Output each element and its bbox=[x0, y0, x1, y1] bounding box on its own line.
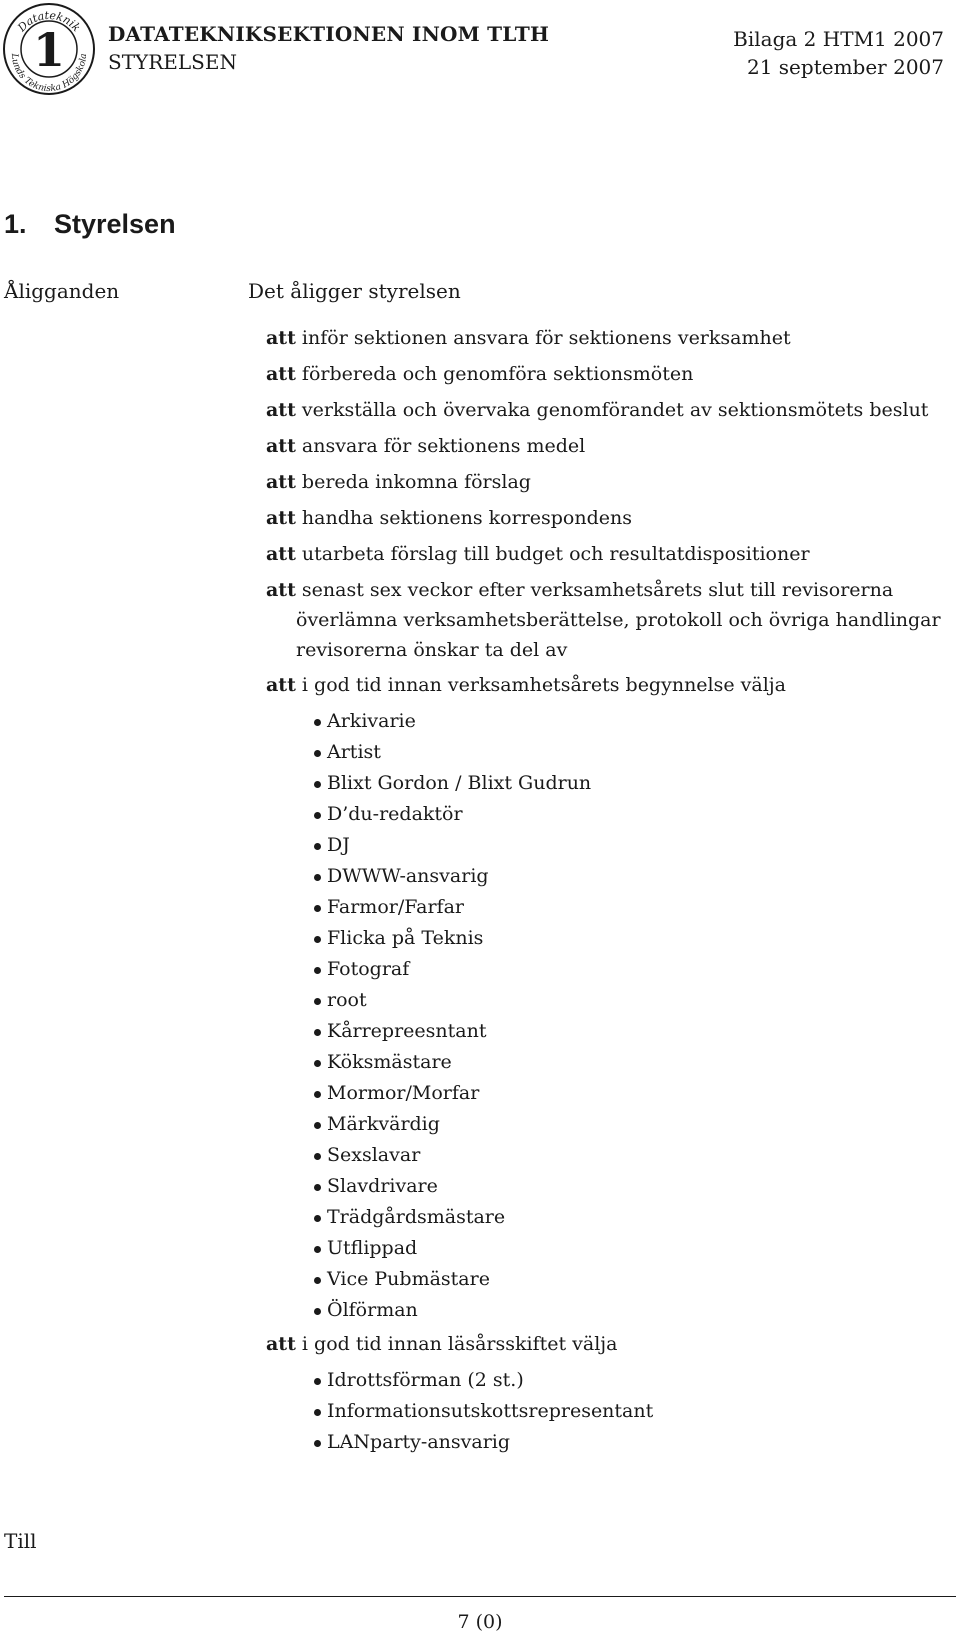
duty-item: att inför sektionen ansvara för sektionens verksamhet bbox=[266, 327, 791, 349]
role-item: Idrottsförman (2 st.) bbox=[266, 1365, 956, 1396]
before-year-role-list bbox=[266, 706, 956, 1326]
duties-label: Åligganden bbox=[4, 279, 120, 303]
role-item: Trädgårdsmästare bbox=[266, 1202, 956, 1233]
att-keyword: att bbox=[266, 327, 296, 349]
att-keyword: att bbox=[266, 363, 296, 385]
role-item: Informationsutskottsrepresentant bbox=[266, 1396, 956, 1427]
section-heading bbox=[4, 207, 176, 241]
organization-name: DATATEKNIKSEKTIONEN INOM TLTH bbox=[108, 22, 550, 46]
section-logo bbox=[2, 2, 96, 96]
board-name: STYRELSEN bbox=[108, 50, 237, 74]
role-item: root bbox=[266, 985, 956, 1016]
logo-top-text: Datateknik bbox=[15, 8, 83, 35]
logo-emblem: 1 bbox=[32, 23, 66, 77]
next-block-label: Till bbox=[4, 1529, 37, 1553]
duty-item: att förbereda och genomföra sektionsmöten bbox=[266, 363, 694, 385]
att-keyword: att bbox=[266, 507, 296, 529]
role-item: Blixt Gordon / Blixt Gudrun bbox=[266, 768, 956, 799]
att-keyword: att bbox=[266, 1333, 296, 1355]
duty-item: att handha sektionens korrespondens bbox=[266, 507, 633, 529]
role-item: Slavdrivare bbox=[266, 1171, 956, 1202]
footer-rule bbox=[4, 1596, 956, 1597]
role-item: DJ bbox=[266, 830, 956, 861]
duties-list bbox=[266, 323, 956, 1461]
att-keyword: att bbox=[266, 471, 296, 493]
page-number: 7 (0) bbox=[457, 1611, 503, 1633]
section-number: 1. bbox=[4, 209, 27, 239]
att-keyword: att bbox=[266, 543, 296, 565]
role-item: LANparty-ansvarig bbox=[266, 1427, 956, 1458]
role-item: Köksmästare bbox=[266, 1047, 956, 1078]
role-item: Kårrepreesntant bbox=[266, 1016, 956, 1047]
att-keyword: att bbox=[266, 674, 296, 696]
duty-item: att i god tid innan läsårsskiftet välja bbox=[266, 1333, 618, 1355]
duty-item: att senast sex veckor efter verksamhetsårets slut till revisorerna överlämna verksamhetsberättelse, protokoll och övriga handlingar revisorerna önskar ta del av bbox=[266, 579, 941, 661]
att-keyword: att bbox=[266, 435, 296, 457]
role-item: Sexslavar bbox=[266, 1140, 956, 1171]
att-keyword: att bbox=[266, 579, 296, 601]
role-item: Mormor/Morfar bbox=[266, 1078, 956, 1109]
duty-item: att verkställa och övervaka genomförandet av sektionsmötets beslut bbox=[266, 399, 929, 421]
role-item: Fotograf bbox=[266, 954, 956, 985]
section-title: Styrelsen bbox=[54, 209, 176, 239]
role-item: Artist bbox=[266, 737, 956, 768]
duties-intro: Det åligger styrelsen bbox=[248, 279, 461, 303]
document-date: 21 september 2007 bbox=[746, 55, 944, 79]
duty-item: att bereda inkomna förslag bbox=[266, 471, 531, 493]
att-keyword: att bbox=[266, 399, 296, 421]
role-item: Flicka på Teknis bbox=[266, 923, 956, 954]
role-item: DWWW-ansvarig bbox=[266, 861, 956, 892]
before-schoolyear-role-list bbox=[266, 1365, 956, 1458]
duty-item: att i god tid innan verksamhetsårets begynnelse välja bbox=[266, 674, 787, 696]
logo-bottom-text: Lunds Tekniska Högskola bbox=[8, 53, 90, 95]
duty-item: att utarbeta förslag till budget och resultatdispositioner bbox=[266, 543, 810, 565]
document-reference: Bilaga 2 HTM1 2007 bbox=[733, 27, 944, 51]
duty-item: att ansvara för sektionens medel bbox=[266, 435, 586, 457]
role-item: Vice Pubmästare bbox=[266, 1264, 956, 1295]
role-item: Farmor/Farfar bbox=[266, 892, 956, 923]
role-item: Utflippad bbox=[266, 1233, 956, 1264]
role-item: Arkivarie bbox=[266, 706, 956, 737]
role-item: Märkvärdig bbox=[266, 1109, 956, 1140]
role-item: D’du-redaktör bbox=[266, 799, 956, 830]
role-item: Ölförman bbox=[266, 1295, 956, 1326]
